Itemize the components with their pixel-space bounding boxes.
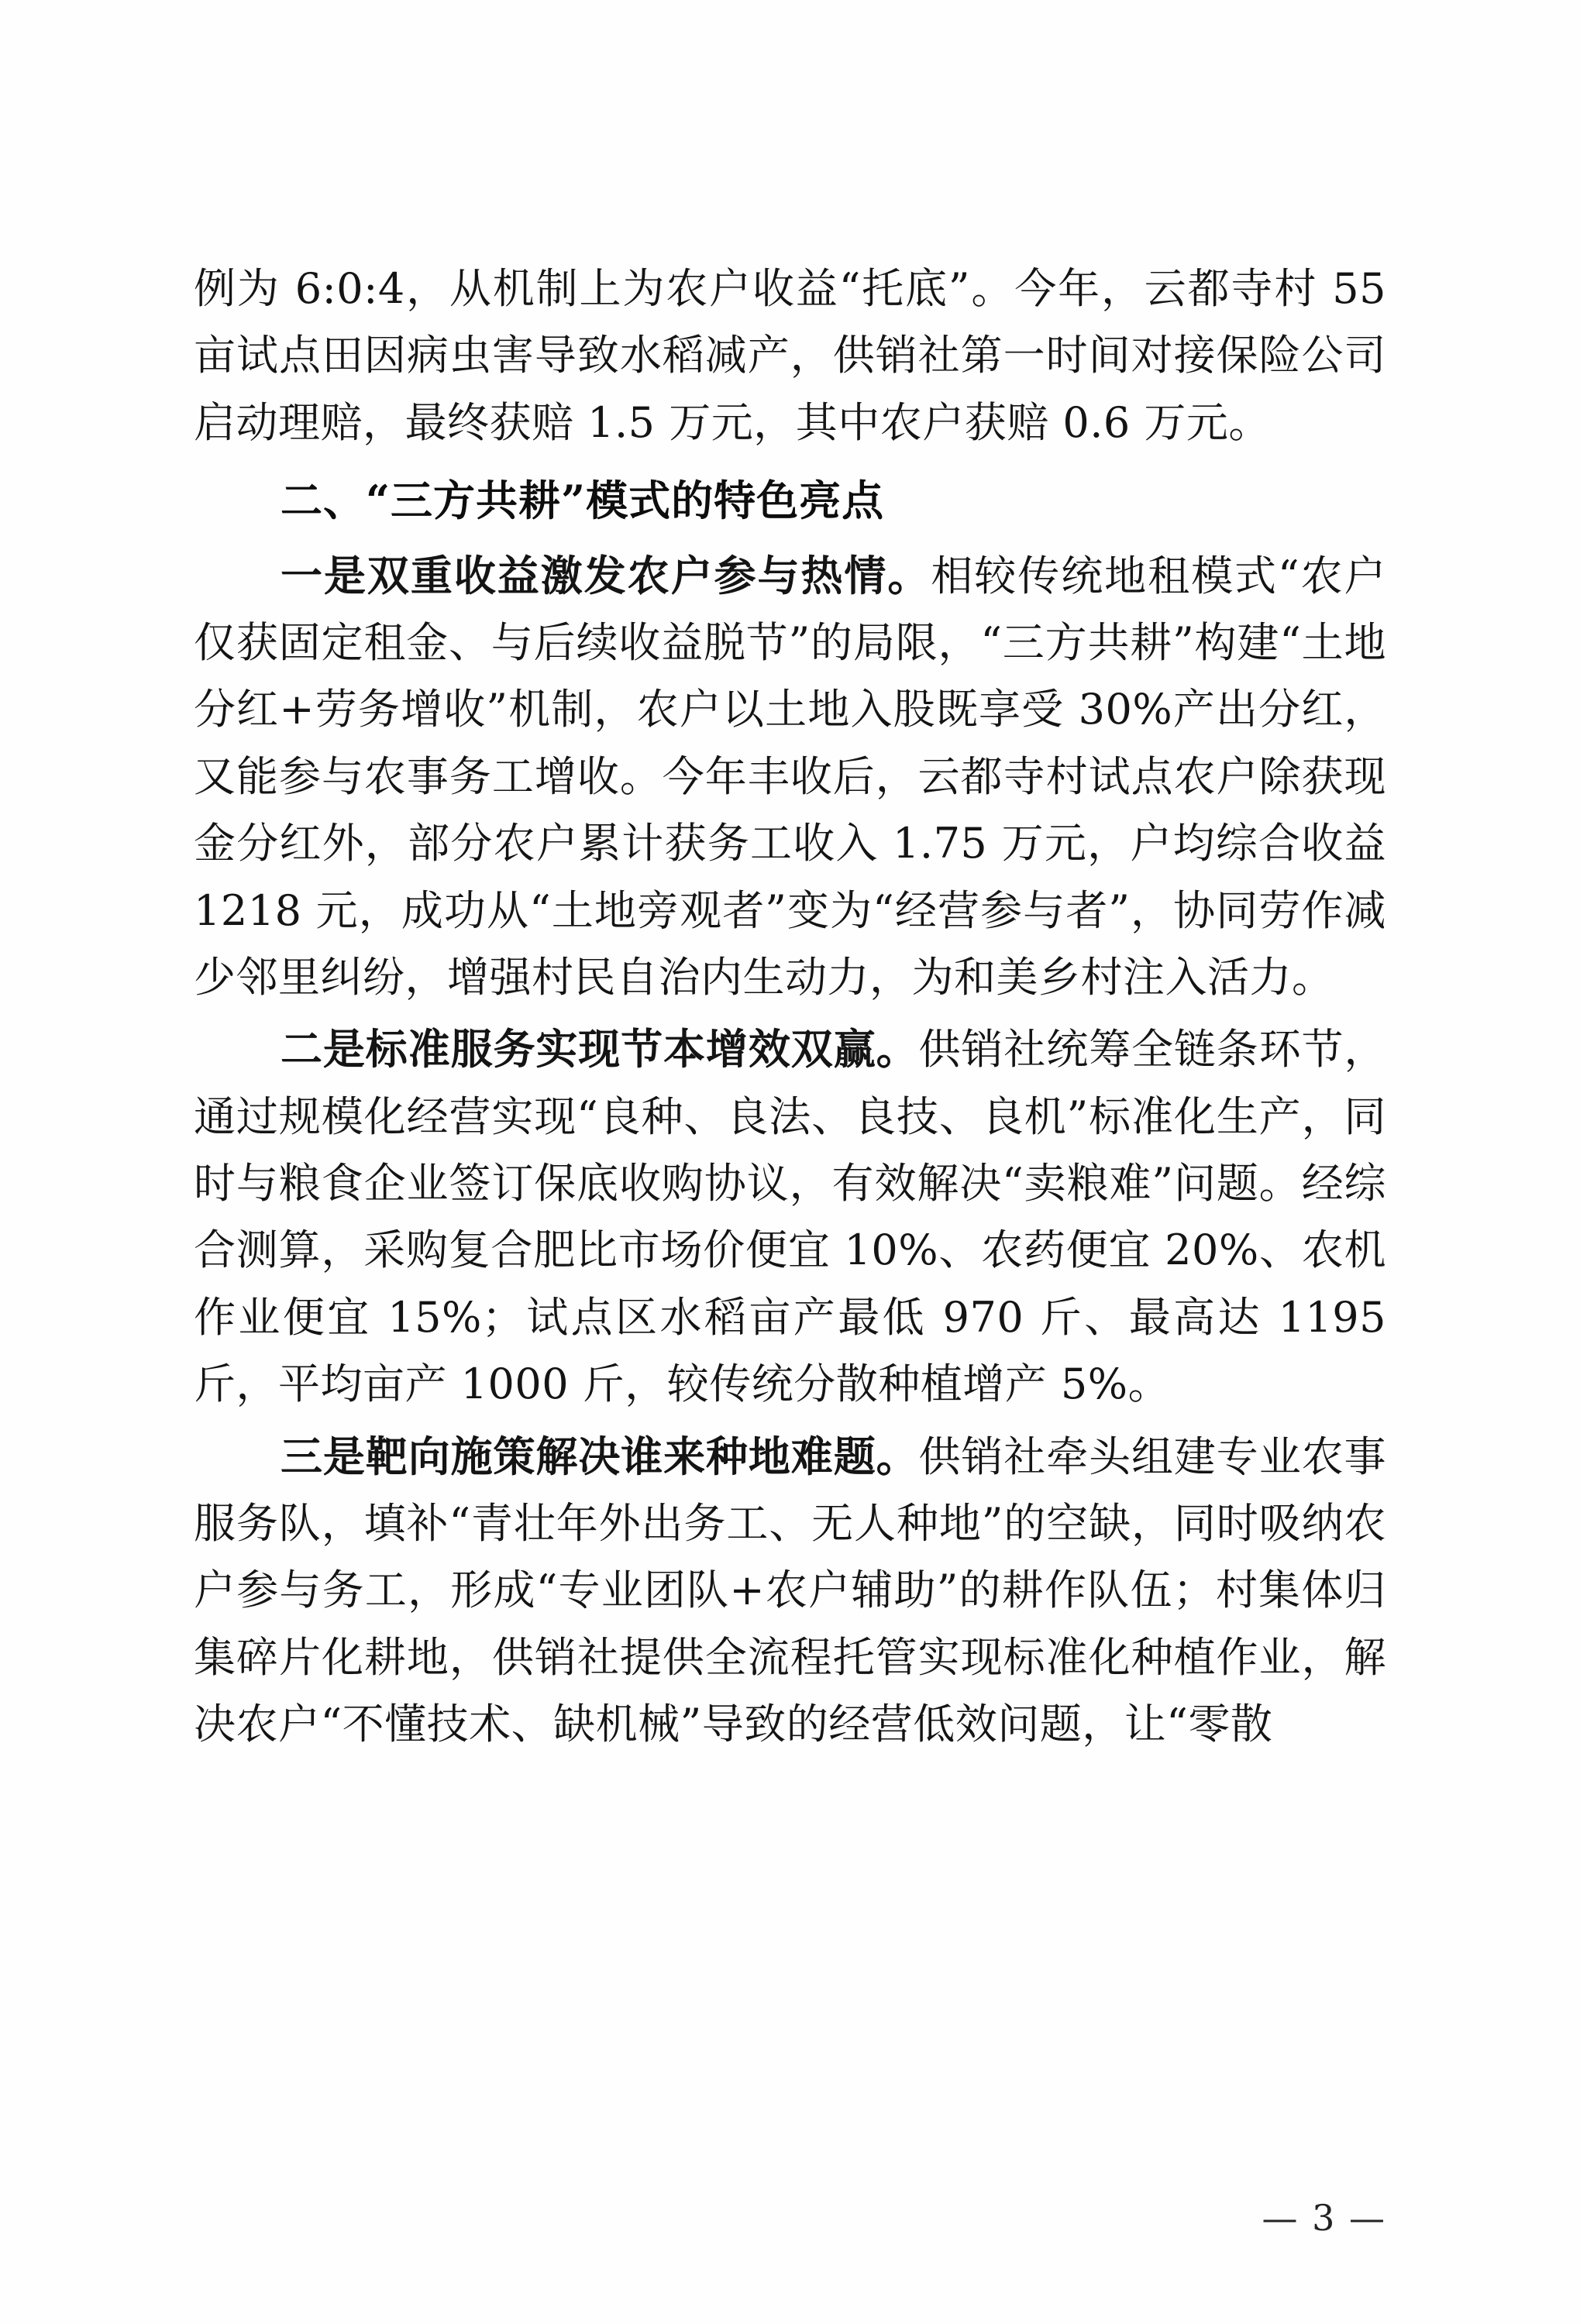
document-body: [194, 256, 1386, 1758]
paragraph-continuation: 例为 6:0:4，从机制上为农户收益“托底”。今年，云都寺村 55 亩试点田因病虫害导致水稻减产，供销社第一时间对接保险公司启动理赔，最终获赔 1.5 万元，其中农户获赔 0.6 万元。: [194, 264, 1386, 447]
paragraph-point-three-body: 供销社牵头组建专业农事服务队，填补“青壮年外出务工、无人种地”的空缺，同时吸纳农户参与务工，形成“专业团队+农户辅助”的耕作队伍；村集体归集碎片化耕地，供销社提供全流程托管实现标准化种植作业，解决农户“不懂技术、缺机械”导致的经营低效问题，让“零散: [194, 1432, 1386, 1749]
section-heading-two: 二、“三方共耕”模式的特色亮点: [281, 476, 885, 526]
paragraph-point-two-lead: 二是标准服务实现节本增效双赢。: [281, 1024, 919, 1074]
paragraph-point-two-body: 供销社统筹全链条环节，通过规模化经营实现“良种、良法、良技、良机”标准化生产，同时与粮食企业签订保底收购协议，有效解决“卖粮难”问题。经综合测算，采购复合肥比市场价便宜 10%、农药便宜 20%、农机作业便宜 15%；试点区水稻亩产最低 970 斤、最高达 1195 斤，平均亩产 1000 斤，较传统分散种植增产 5%。: [194, 1025, 1386, 1409]
paragraph-point-one-body: 相较传统地租模式“农户仅获固定租金、与后续收益脱节”的局限，“三方共耕”构建“土地分红+劳务增收”机制，农户以土地入股既享受 30%产出分红，又能参与农事务工增收。今年丰收后，云都寺村试点农户除获现金分红外，部分农户累计获务工收入 1.75 万元，户均综合收益 1218 元，成功从“土地旁观者”变为“经营参与者”，协同劳作减少邻里纠纷，增强村民自治内生动力，为和美乡村注入活力。: [194, 551, 1387, 1002]
paragraph-point-one-lead: 一是双重收益激发农户参与热情。: [281, 550, 931, 600]
paragraph-point-one: [194, 542, 1386, 1012]
paragraph-point-two: [194, 1016, 1386, 1418]
paragraph-point-three: [194, 1423, 1386, 1758]
page-number: — 3 —: [1262, 2197, 1386, 2239]
paragraph-point-three-lead: 三是靶向施策解决谁来种地难题。: [281, 1431, 919, 1481]
